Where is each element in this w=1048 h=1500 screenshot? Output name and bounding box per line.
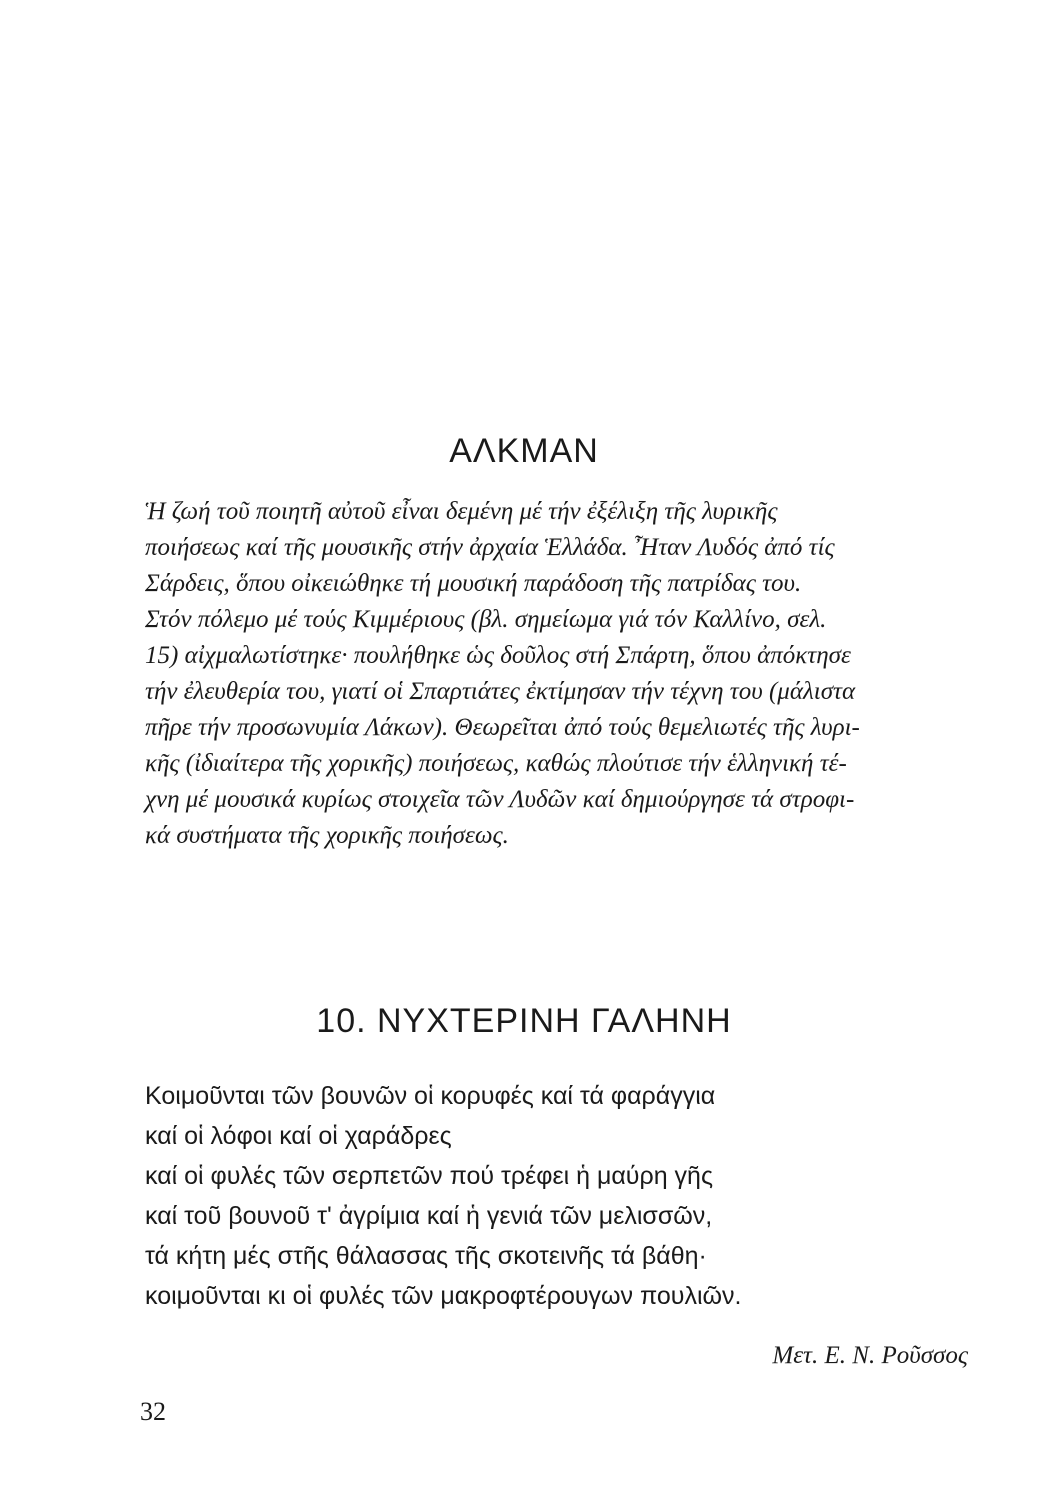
bio-line: Στόν πόλεμο μέ τούς Κιμμέριους (βλ. σημείωμα γιά τόν Καλλίνο, σελ. [145,606,827,633]
bio-line: πῆρε τήν προσωνυμία Λάκων). Θεωρεῖται ἀπό τούς θεμελιωτές τῆς λυρι- [145,714,860,741]
poem-text [145,1076,985,1316]
poem-line: Κοιμοῦνται τῶν βουνῶν οἱ κορυφές καί τά φαράγγια [145,1082,716,1110]
poem-line: τά κήτη μές στῆς θάλασσας τῆς σκοτεινῆς τά βάθη· [145,1242,707,1270]
poem-line: κοιμοῦνται κι οἱ φυλές τῶν μακροφτέρουγων πουλιῶν. [145,1282,742,1310]
poem-line: καί οἱ λόφοι καί οἱ χαράδρες [145,1122,452,1150]
bio-line: κά συστήματα τῆς χορικῆς ποιήσεως. [145,822,509,849]
translator-credit: Μετ. Ε. Ν. Ροῦσσος [772,1342,968,1369]
bio-line: ποιήσεως καί τῆς μουσικῆς στήν ἀρχαία Ἑλλάδα. Ἦταν Λυδός ἀπό τίς [145,534,835,561]
bio-line: 15) αἰχμαλωτίστηκε· πουλήθηκε ὡς δοῦλος στή Σπάρτη, ὅπου ἀπόκτησε [145,642,851,669]
poet-name-heading: ΑΛΚΜΑΝ [449,432,599,470]
poem-line: καί τοῦ βουνοῦ τ' ἀγρίμια καί ἡ γενιά τῶν μελισσῶν, [145,1202,713,1230]
bio-line: Ἡ ζωή τοῦ ποιητῆ αὐτοῦ εἶναι δεμένη μέ τήν ἐξέλιξη τῆς λυρικῆς [145,498,778,525]
poem-line: καί οἱ φυλές τῶν σερπετῶν πού τρέφει ἡ μαύρη γῆς [145,1162,714,1190]
bio-line: τήν ἐλευθερία του, γιατί οἱ Σπαρτιάτες ἐκτίμησαν τήν τέχνη του (μάλιστα [145,678,856,705]
bio-line: Σάρδεις, ὅπου οἰκειώθηκε τή μουσική παράδοση τῆς πατρίδας του. [145,570,802,597]
poem-title: 10. ΝΥΧΤΕΡΙΝΗ ΓΑΛΗΝΗ [316,1002,732,1040]
poet-biography [145,494,985,854]
bio-line: χνη μέ μουσικά κυρίως στοιχεῖα τῶν Λυδῶν καί δημιούργησε τά στροφι- [145,786,855,813]
bio-line: κῆς (ἰδιαίτερα τῆς χορικῆς) ποιήσεως, καθώς πλούτισε τήν ἑλληνική τέ- [145,750,847,777]
page-number: 32 [140,1397,166,1426]
